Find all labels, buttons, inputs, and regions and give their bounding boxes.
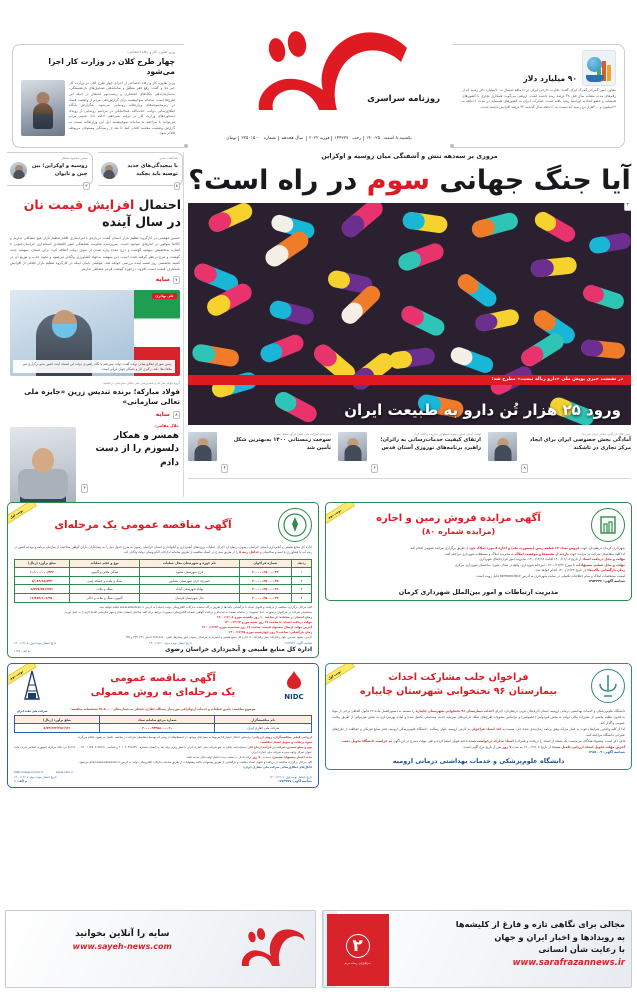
page-number[interactable]: ۲ — [624, 203, 631, 211]
strip-kicker: مدیرعامل شرکت ملی پخش فرآورده‌های نفتی: — [274, 431, 331, 436]
svg-text:NIDC: NIDC — [284, 692, 304, 701]
main-story-kicker: مروری بر سه‌دهه تنش و آشفتگی میان روسیه و اوکراین — [321, 152, 498, 160]
nioc-tower-logo-icon — [14, 669, 50, 713]
ad-title-line-2: بیمارستان ۹۶ تختخوابی شهرستان چایپاره — [360, 686, 557, 698]
columnist-item-1[interactable] — [98, 152, 184, 186]
ad-footer: اداره کل منابع طبیعی و آبخیزداری خراسان رضوی — [165, 645, 312, 653]
columnist-avatar — [10, 162, 27, 179]
masthead-dot-right — [450, 144, 454, 148]
ad-reference: شناسه آگهی: ۱۲۸۴۹۹۹ — [278, 778, 312, 783]
table-row — [15, 594, 312, 603]
lead-story-footer — [7, 276, 180, 284]
banner-line-2: به رویدادها و اخبار ایران و جهان — [494, 931, 625, 942]
ad-body-4: مهلت و محل تسلیم پیشنهادات تا مورخ ۱۴۰۰/۱۲/۲۲- دبیرخانه شهرداری، واقع در میدان شورا، ساختمان شهرداری مرکزی — [454, 562, 625, 567]
dateline-solar: یکشنبه ۸ اسفند ۱۴۰۰ — [363, 136, 415, 141]
ad-pub-2: تاریخ انتشار نوبت دوم: ۱۴۰۰/۱۲/۱۰ — [149, 640, 192, 645]
table-cell: ۲۰۰۰۰۰۳۵۰۰۰۰۳۷ — [239, 594, 291, 603]
dateline-lunar: ۲۵ رجب ۱۴۴۳ — [331, 136, 382, 141]
strip-title: آمادگی بخش خصوصی ایران برای ایجاد مرکز تجاری در تاشکند — [529, 437, 631, 451]
table-row — [15, 568, 312, 577]
table-cell: خمیرچه کران شهرستان نیشابور — [140, 576, 239, 585]
ad-title-line-2: یک مرحله‌ای به روش معمولی — [90, 687, 236, 699]
table-cell: ۵/۷۲۷/۵۷۱/۳۸۶ — [15, 585, 70, 594]
advertisements-area — [5, 502, 632, 788]
ad-nidc-drilling-tender[interactable] — [7, 663, 319, 788]
lead-story-photo — [10, 290, 180, 376]
ad-title-line-1: آگهی مناقصه عمومی — [110, 672, 216, 684]
strip-kicker: تولیت آستان قدس رضوی مسئولین مدیریت و تأکید کرد: — [413, 431, 481, 436]
columnist-boxes — [7, 152, 183, 189]
page-number[interactable]: ۸ — [521, 464, 528, 472]
ad-body-2: لذا کلیه متقاضیان شرکت در مزایده جهت بازدید از نقشه‌ها و موقعیت املاک به مدیریت املاک و مستغلات شهرداری مراجعه کنند. — [443, 551, 625, 556]
ad-intro: اداره کل منابع طبیعی و آبخیزداری استان خراسان رضوی درنظردارد اجرای عملیات پروژه‌های آبخیزداری و آبخوانداری استان خراسان رضوی به شرح جدول ذیل را به پیمانکاران دارای گواهی صلاحیت از سازمان برنامه و بودجه کشور در رتبه آب یا کشاورزی یا ابنیه و ساختمان و حداقل رتبه ۵ را از طریق مندرج در اسناد مناقصه از طریق سامانه تدارکات الکترونیکی دولت واگذار کند. — [14, 545, 312, 555]
ad-channel-1[interactable]: http://sapp.ir/nidc.ir — [14, 769, 44, 774]
sarafrazan-logo-icon — [327, 914, 389, 986]
ad-address: آدرس: مشهد مقدس- بلوار وکیل‌آباد، نبش وکیل‌آباد ۲۰، اداره کل منابع طبیعی و آبخیزداری خراسان رضوی- امور پیمان‌ها، تلفن: ۳۸۶۸۶۸۸۰ داخلی ۲۴۱، ۲۴۹ و ۲۳۵ — [125, 634, 312, 639]
strip-item-2[interactable] — [338, 432, 481, 474]
lead-title-post: در سال آینده — [102, 214, 181, 230]
dateline-issue: شماره ۲۲۵۰ — [238, 136, 278, 141]
table-row — [15, 576, 312, 585]
ad-note-1: ارزیابی کیفی مناقصه‌گران، روش ارزیابی: براساس حداقل امتیاز ۶۵ مربوط به معیارهای موجود در استعلام‌های ارزیابی که توسط متقاضیان شرکت در مناقصه تکمیل می‌شود، انجام می‌گردد. — [76, 735, 312, 740]
table-cell: ۲۰۰۰۰۰۳۵۰۰۰۰۳۶ — [239, 585, 291, 594]
brief-photo — [21, 80, 65, 136]
ad-date-1: زمان انتشار در سامانه: از ساعت ۱۰ روز یکشنبه مورخ ۱۴۰۰/۱۲/۰۸ — [216, 614, 312, 619]
table-row — [15, 724, 312, 733]
page-number[interactable]: ۳ — [81, 484, 88, 492]
headline-part-1: آیا جنگ جهانی — [439, 165, 631, 196]
banner-url[interactable]: www.sayeh-news.com — [72, 942, 172, 951]
left-sidebar-column — [7, 152, 183, 527]
brief-body: وزیر تعاون، کار و رفاه اجتماعی از اجرای چهار طرح کلان در وزارت کار خبر داد و گفت: رفع فقر مطلق و ساماندهی صندوق‌های بازنشستگی، به‌سازمان‌دهی بنگاه‌های انحصاری و زیست‌بوم اشتغال از جمله این طرح‌ها است. سامانه سوءپیشینه برای گزارش‌دهی مردم از وضعیت فساد در زیرمجموعه‌های وزارتخانه رونمایی می‌شود. به‌گزارش پایگاه اطلاع‌رسانی دولت، حجت‌الله عبدالملکی در مراسم رونمایی از رویداد دستاوردهای وزارت کار در دولت سیزدهم، ادامه داد: عموم مردم می‌توانند با مراجعه به سامانه سوءپیشینه ذیل این وزارتخانه نسبت به گزارش وضعیت مفاسد اقدام کنند تا بعد از رسیدگی مسئولان مربوطه اقدام شود. — [69, 80, 175, 136]
table-cell: ۲ — [292, 576, 312, 585]
table-cell: ۱۴/۴۸۴/۶۰۹/۴۵۰ — [15, 594, 70, 603]
lead-story-body: حسین موهبتی در کارگروه تنظیم بازار استان گفت: درباره‌ی ذخیره‌سازی اقلام تنظیم بازار هیچ مشکلی نداریم و کالاها به‌وفور در انبارهای موجود است. سرپرست معاونت هماهنگی امور اقتصادی استانداری خراسان‌جنوبی با اشاره به‌تخصیص سهمیه گوشت و درج مجدد وارد شدن از سوی دولت اضافه کرد: برای استان، سهمیه جدید گوشت و مرغ درنظر گرفته شده است. این سهمیه به‌جهاد کشاورزی واگذار می‌شود و نحوه جذب و توزیع آن در کمیته تخصصی روز شنبه آینده بررسی خواهد شد. موهبتی بابیان اینکه در کارگروه تنظیم بازار خلافی از افزایش نامتعارف قیمت است، افزود: درحوزه گوشت قرمز مشکلی نداریم. — [10, 235, 180, 272]
steel-title: فولاد مبارکه؛ برنده تندیس زرین «جایزه ملی تعالی سازمانی» — [24, 387, 180, 407]
table-cell: ۲۰۰۰۰۰۳۵۰۰۰۰۳۵ — [239, 576, 291, 585]
ad-body-2: لذا از کلیه واجدین شرایط دعوت به عمل می‌آید وفق برنامه زمان‌بندی شده ذیل، نسبت به اخذ اسناد فراخوان به آدرس ارومیه، بلوار رسالت، دانشگاه علوم‌پزشکی ارومیه، دفتر منابع فیزیکی و حفاظت از طرح‌های عمرانی دانشگاه مراجعه کنند. — [332, 726, 625, 737]
table-cell: جنار شهرستان فریمان — [140, 594, 239, 603]
page-number[interactable]: ۴ — [221, 464, 228, 472]
strip-photo — [338, 432, 367, 461]
ad-note-5: کلیه مراحل برگزاری مناقصه از دریافت و تحویل اسناد مناقصه و بازگشایی از طریق پیشنهادی پاکت پیشنهادات از طریق سامانه تدارکات الکترونیکی دولت به آدرس www.setadiran.ir انجام می‌شود. — [78, 759, 312, 764]
th-amount: مبلغ برآورد (ریال) — [15, 715, 100, 724]
ad-note-4: مدت اعتبار پیشنهاد/ تضمین: به‌مدت ۹۰ روز برای یک‌بار در سقف مدت اعتبار اولیه قابل تمدید باشد. — [185, 754, 312, 759]
brief-body: معاون امور گمرکی گمرک ایران گفت: تجارت خارجی ایران در ۱۱ماهه امسال به ۹۰میلیارد دلار رسید که از رقم‌های مدت مشابه سال قبل ۳۸ درصد رشد داشته است. ارونقی می‌گوید: همکاری تجاری با کشورهای همسایه و عضو اتحادیه اوراسیا رشد یافته است. صادرات ایران به کشورهای همسایه در مدت ۱۱ماهه به ۲۶میلیون و ۲۰۰هزار تن رسید که نسبت به ۱۱ماهه سال گذشته ۳۲ درصد افزایش داشته است. — [462, 88, 617, 109]
strip-photo — [188, 432, 217, 461]
ad-nobat-tag: نوبت اول — [7, 502, 37, 529]
ad-note-2: متقاضیان شرکت در فراخوان درصورت عدم عضویت در سامانه نسبت به ثبت‌نام و دریافت گواهی امضای الکترونیکی به‌صورت برخط برای کلیه صاحبان امضای مجاز و مهر سازمانی اقدام لازم را به عمل آورند. — [64, 609, 312, 614]
page-number[interactable]: ۸ — [173, 411, 180, 419]
table-cell: ۵/۰۸۹/۶۸/۵۴۳ — [15, 576, 70, 585]
columnist-item-2[interactable] — [7, 152, 93, 186]
ad-date-2: مهلت دریافت اسناد: تا ساعت ۱۹ روز شنبه مورخ ۱۴۰۰/۱۲/۱۴ — [224, 619, 312, 624]
kerman-municipality-seal-icon — [591, 508, 625, 542]
interview-kicker: جلال مقامی: — [154, 422, 179, 428]
banner-line: سایه را آنلاین بخوانید — [75, 929, 170, 939]
nioc-label: شرکت ملی نفت ایران — [16, 708, 48, 713]
ad-m-alef: م الف: ۱ — [14, 778, 28, 783]
th-call-no: شماره فراخوان — [239, 559, 291, 568]
ad-reference: شناسه آگهی: ۱۲۸۵۰۰۹ — [588, 749, 625, 754]
ad-m-alef: م الف: ۱۶۲۵ — [14, 648, 30, 653]
dateline-price: ۱۵۰۰ تومان — [226, 136, 260, 141]
steel-kicker: گروه فولاد مبارکه و به‌مدیریش ملی تعالی سازمانی درخشید: — [102, 381, 180, 386]
banner-text — [395, 918, 626, 968]
ad-pub-1: تاریخ انتشار نوبت اول: ۱۴۰۰/۱۲/۰۸ — [14, 640, 57, 645]
masthead-dot-left — [184, 144, 188, 148]
sarafrazan-number: ۲ — [346, 934, 370, 958]
urmia-university-seal-icon — [591, 669, 625, 703]
columnist-name: سخن محمود منتظر — [61, 156, 88, 160]
th-setad-ref: شماره مرجع سامانه ستاد — [100, 715, 215, 724]
ad-channel-2[interactable]: www.nidc.ir — [55, 769, 74, 774]
brief-title: ۹۰ میلیارد دلار — [523, 74, 577, 83]
brief-kicker: وزیر تعاون، کار و رفاه اجتماعی: — [126, 50, 175, 54]
ad-note-2: نحوه دریافت و تحویل اسناد مناقصه: — [260, 740, 312, 744]
dateline-year: سال هجدهم — [278, 136, 305, 141]
ad-title-line-1: آگهی مزایده فروش زمین و اجاره — [376, 513, 541, 525]
table-cell: سنگی ملاتی و گابیون — [69, 568, 140, 577]
banner-line-1: مجالی برای نگاهی تازه و فارغ از کلیشه‌ها — [455, 919, 625, 929]
ad-kerman-auction[interactable] — [325, 502, 632, 601]
table-cell: فرخ شهرستان مشهد — [140, 568, 239, 577]
main-photo-caption: ورود ۲۵ هزار تُن دارو به طبیعت ایران — [344, 400, 621, 419]
table-cell: ۱ — [292, 568, 312, 577]
ad-body-3: قابل ذکر است، پیشنهاددهندگان می‌بایست یک نسخه از اسناد را دریافت و همراه با اسناد مدارک درخواست شده با قید قبولی امضا کرده و طی مهلت مندرج در این آگهی به حراست دانشگاه تحویل دهند. — [341, 738, 625, 743]
ad-pub-1: تاریخ انتشار نوبت اول: ۱۴۰۰/۱۲/۰۷ — [269, 774, 312, 779]
interview-title: همسر و همکار دلسوزم را از دست دادم — [95, 430, 179, 468]
photo-strip — [188, 432, 631, 480]
sayeh-wordmark-small: سایه — [155, 411, 170, 419]
th-tender-owner: نام مناقصه‌گزار — [215, 715, 312, 724]
ad-footer: مدیریت ارتباطات و امور بین‌الملل شهرداری کرمان — [398, 588, 559, 597]
banner-line-3: با رعایت شأن انسانی — [538, 944, 625, 955]
columnist-name: یادداشت مدیر — [159, 156, 178, 160]
main-story-photo-pills — [188, 203, 631, 425]
photo-tag: علی بهادری — [152, 293, 177, 299]
ad-title: آگهی مناقصه عمومی یک مرحله‌ای — [54, 518, 232, 531]
ad-note-1: کلیه مراحل برگزاری مناقصه از دریافت و تحویل اسناد تا بازگشایی پاکت‌ها از طریق درگاه سامانه تدارکات الکترونیکی دولت (ستاد) به آدرس www.setadiran.ir انجام خواهد شد. — [98, 604, 312, 609]
page-number[interactable]: ۶ — [371, 464, 378, 472]
banner-text — [16, 929, 229, 951]
logo-subtitle: روزنامه سراسری — [367, 94, 440, 104]
ad-pub-2: تاریخ انتشار نوبت دوم: ۱۴۰۰/۱۲/۰۸ — [14, 774, 57, 779]
lead-story-title — [9, 196, 181, 231]
ad-footer: دانشگاه علوم‌پزشکی و خدمات بهداشتی درمانی ارومیه — [392, 757, 565, 766]
ad-urmia-hospital[interactable] — [325, 663, 632, 771]
column-divider — [183, 152, 184, 497]
ad-date-3: آخرین مهلت ارسال پیشنهاد قیمت: ساعت ۱۹ روز سه‌شنبه مورخ ۱۴۰۰/۱۲/۲۴ — [201, 624, 312, 629]
table-header-row — [15, 559, 312, 568]
table-cell: شرکت ملی حفاری ایران — [215, 724, 312, 733]
ad-nobat-tag: نوبت دوم — [7, 663, 37, 690]
lead-story-bread-price[interactable] — [7, 196, 183, 284]
strip-item-1[interactable] — [488, 432, 631, 474]
page-number[interactable]: ۳ — [83, 182, 89, 190]
ad-khorasan-tender[interactable] — [7, 502, 319, 658]
main-photo-kicker: در نشست خبری پویش ملی «دارو زباله نیست» مطرح شد؛ — [188, 375, 631, 385]
masthead-center — [190, 10, 448, 150]
main-story[interactable] — [188, 152, 631, 479]
ad-body-1: شهرداری کرمان درنظردارد جهت فروش تعداد ۶۴ قطعه زمین (به‌صورت نقد) و اجاره ۵ مورد املاک خود از طریق برگزاری مزایده عمومی اقدام کند. — [409, 546, 625, 550]
table-cell: ۳ — [292, 585, 312, 594]
th-location: نام حوزه و شهرستان محل عملیات — [140, 559, 239, 568]
sayeh-logo-icon — [237, 923, 307, 969]
th-operation: نوع و حجم عملیات — [69, 559, 140, 568]
table-cell: ۸/۷۴/۶۳۲/۳۸۶/۹۲۱ — [15, 724, 100, 733]
strip-item-3[interactable] — [188, 432, 331, 474]
steel-award-item[interactable] — [7, 381, 183, 419]
strip-title: ارتقای کیفیت خدمات‌رسانی به زائران؛ راهبرد برنامه‌های نوروزی آستان قدس — [380, 437, 481, 451]
brief-title: چهار طرح کلان در وزارت کار اجرا می‌شود — [48, 57, 175, 77]
main-story-headline — [188, 165, 631, 197]
strip-kicker: رئیس اتاق بازرگانی، معادن ایران خبر داد: — [581, 431, 631, 436]
table-cell: ۲۰۰۰۰۹۳۴۵۸۰۰۰۰۲۰ — [100, 724, 215, 733]
table-cell: ۱۰/۰۰۰/۰۰۰/۳۴۲ — [15, 568, 70, 577]
th-amount: مبلغ برآورد (ریال) — [15, 559, 70, 568]
table-header-row — [15, 715, 312, 724]
columnist-headline: روسیه و اوکراین؛ بین چین و تایوان — [31, 163, 88, 177]
lead-title-highlight: افزایش قیمت نان — [23, 197, 135, 212]
ad-subject: موضوع مناقصه: تأمین قطعات و خدمات ارتوگرافی موردنیاز دستگاه حفاری خشکی به شماره‌های ۰۰-۵۰-۹۶ مشخصات مناقصه: — [70, 706, 256, 711]
jahad-nasr-seal-icon — [278, 508, 312, 542]
headline-part-2: در راه است؟ — [188, 165, 358, 196]
ad-date-4: زمان بازگشایی: ساعت ۹ روز چهارشنبه مورخ ۱۴۰۰/۱۲/۲۵ — [228, 629, 312, 634]
table-cell: سنگ و ملات — [69, 585, 140, 594]
ad-body-1: دانشگاه علوم‌پزشکی و خدمات بهداشتی درمانی ارومیه، استان آذربایجان غربی درنظردارد اجرای احداث بیمارستان ۹۶ تختخوابی شهرستان چایپاره را مستند به دستورالعمل ماده ۲۷ قانون الحاقی برخی از مواد به قانون تنظیم بخشی از مقررات مالی دولت به بخش غیردولتی (خصوصی) و براساس مصوبات طرح‌های تملک دارایی‌های سرمایه جدید، نیمه‌تمام، تکمیل شده و آماده بهره‌برداری به بخش غیردولتی از طریق رقابت عمومی واگذار کند. — [332, 708, 625, 725]
tender-table-nidc — [14, 715, 312, 733]
banner-sarafrazan[interactable] — [322, 910, 633, 988]
brief-article-trade-90-billion[interactable] — [455, 46, 623, 115]
dateline-gregorian: ۲۷ فوریه ۲۰۲۲ — [306, 136, 351, 141]
ad-body-4: آخرین مهلت تحویل اسناد ارزیابی تکمیل شده: از تاریخ ۱۴۰۰/۱۲/۰۸ به مدت ۷ روز پس از تاریخ درج آگهی است. — [462, 744, 625, 749]
columnist-avatar — [101, 162, 118, 179]
tender-table-khorasan — [14, 559, 312, 603]
ad-reference: شناسه آگهی: ۱۲۸۲۷۴۶ — [284, 640, 312, 645]
strip-photo — [488, 432, 517, 461]
sayeh-wordmark-small: سایه — [155, 276, 170, 284]
banner-sayeh-online[interactable] — [5, 910, 316, 988]
photo-caption: رئیس شورای اطلاع‌رسانی دولت گفت: دولت سیزدهم با نگاه راهبردی دولت این استیک آینده کشور به‌دو برگزاری میز ملاقات‌ها؛ نکته درگیری کار و نخبگان جوان ایرانی است. — [13, 360, 177, 373]
ad-title-line-2: (مزایده شماره ۸۰) — [421, 526, 496, 536]
columnist-headline: با پیچیدگی‌های جدید توصیه باید بچکید — [127, 163, 178, 177]
ad-title-line-1: فراخوان جلب مشارکت احداث — [388, 672, 529, 684]
ad-reference: شناسه آگهی: ۱۲۵۲۳۴۲ — [588, 579, 625, 584]
banner-url[interactable]: www.sarafrazannews.ir — [512, 958, 625, 969]
nidc-flame-logo-icon — [276, 669, 312, 703]
sarafrazan-caption: سرافرازان، رسانه مردم — [344, 962, 371, 966]
masthead — [0, 0, 637, 150]
dateline — [199, 136, 439, 141]
table-cell: گابیون، سنگ و ملات و خاکی — [69, 594, 140, 603]
ad-body-6: لیست مشخصات املاک و سایر اطلاعات تکمیلی در سایت شهرداری به آدرس kermancity.ir قابل رویت است. — [475, 573, 625, 578]
table-row — [15, 585, 312, 594]
trade-economy-icon — [582, 50, 616, 86]
lead-title-pre: احتمال — [138, 197, 181, 212]
ad-channels-label: کانال‌های اطلاع‌رسانی شرکت ملی حفاری ایران: — [242, 764, 312, 769]
brief-article-labor-ministry[interactable] — [14, 46, 182, 141]
table-cell: ۲۰۰۰۰۰۳۵۰۰۰۰۳۴ — [239, 568, 291, 577]
ad-body-3: مهلت و محل دریافت اسناد از تاریخ ۱۴۰۰/۱۲/۰۸ لغایت ۱۴۰۰/۱۲/۱۸- مدیریت امور قراردادهای شهرداری — [479, 557, 625, 562]
page-number[interactable]: ۷ — [173, 276, 180, 284]
ad-nobat-tag: نوبت دوم — [325, 502, 355, 529]
table-cell: بهاباد شهرستان گناباد — [140, 585, 239, 594]
ad-nobat-tag: نوبت اول — [325, 663, 355, 690]
ad-body-5: زمان بازگشایی پاکت‌ها: در تاریخ ۱۴۰۰/۱۲/۲۳ انجام خواهد شد. — [534, 568, 625, 573]
table-cell: ۴ — [292, 594, 312, 603]
headline-part-red: سوم — [366, 165, 430, 196]
table-cell: سنگ و ملات و خشکه چینی — [69, 576, 140, 585]
page-number[interactable]: ۸ — [174, 182, 180, 190]
bottom-banners — [5, 910, 632, 988]
strip-title: سوخت زمستانی ۱۴۰۰ به‌بهترین شکل تأمین شد — [233, 437, 331, 451]
ad-note-3: نوع و مبلغ تضمین شرکت در فرآیند ارجاع کار: ضمانت‌نامه بانکی به نفع شرکت ملی حفاری ایران یا فیش واریز وجه نقد به حساب شماره ۲۰۱۰۲۰۴۷۷۶۴۲۰ و شناسه ۳۸/۱۹۰۰۰۰۹۶۰۰۱۱۳۵۰۶۱۷۵۶/۸۰ نزد بانک مرکزی جمهوری اسلامی ایران تحت عنوان تمرکز وجوه سپرده شرکت ملی حفاری ایران — [14, 744, 313, 754]
th-row-no: ردیف — [292, 559, 312, 568]
